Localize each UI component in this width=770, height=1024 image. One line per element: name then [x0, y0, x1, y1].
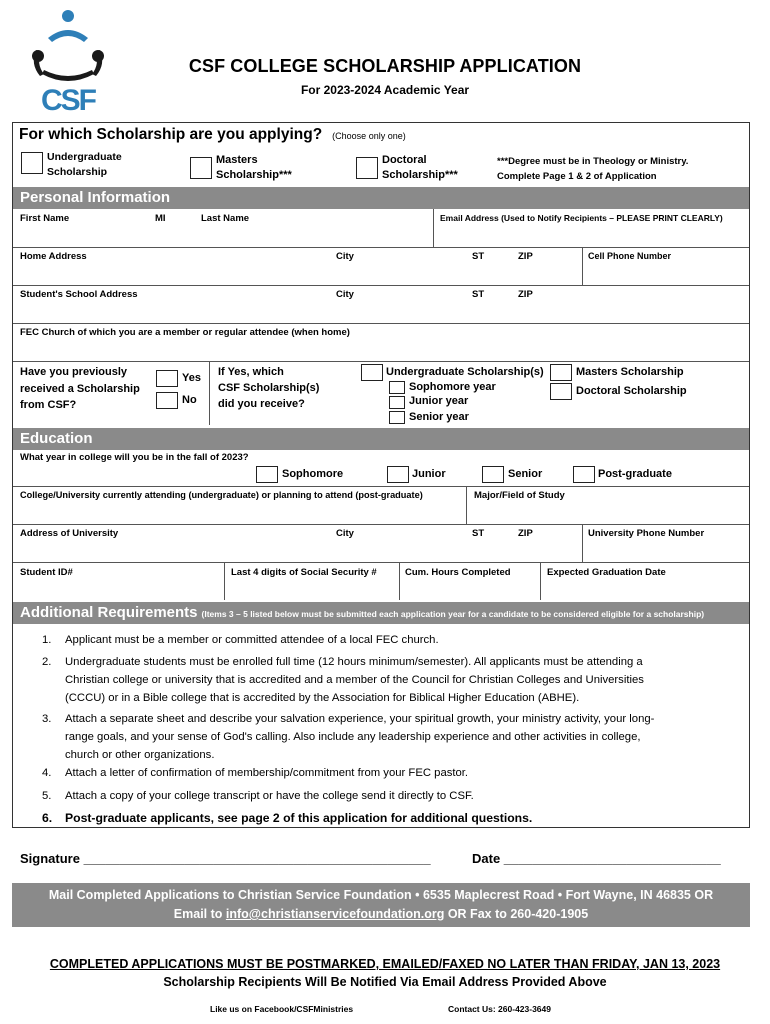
yes-label: Yes — [182, 372, 201, 384]
uni-city-label: City — [336, 528, 354, 539]
sophomore-label: Sophomore — [282, 468, 344, 480]
date-line[interactable]: Date ______________________________ — [472, 851, 721, 866]
no-label: No — [182, 394, 197, 406]
prev-doctoral-label: Doctoral Scholarship — [576, 385, 687, 397]
sophomore-year-checkbox[interactable] — [389, 381, 405, 394]
hours-label: Cum. Hours Completed — [405, 567, 511, 578]
which-scholarship-question: If Yes, which CSF Scholarship(s) did you receive? — [218, 366, 320, 410]
year-question: What year in college will you be in the fall of 2023? — [20, 452, 249, 463]
uni-address-label: Address of University — [20, 528, 119, 539]
home-zip-label: ZIP — [518, 251, 533, 262]
church-label: FEC Church of which you are a member or regular attendee (when home) — [20, 327, 350, 338]
page-subtitle: For 2023-2024 Academic Year — [300, 83, 470, 97]
uni-phone-label: University Phone Number — [588, 528, 705, 539]
email-link[interactable]: info@christianservicefoundation.org — [225, 907, 445, 921]
school-st-label: ST — [472, 289, 485, 300]
college-label: College/University currently attending (undergraduate) or planning to attend (post-graduate) — [20, 490, 423, 500]
scholarship-question: For which Scholarship are you applying? (Choose only one) — [19, 126, 406, 143]
previous-scholarship-question: Have you previously received a Scholarship from CSF? — [20, 366, 140, 411]
mail-address: Mail Completed Applications to Christian Service Foundation • 6535 Maplecrest Road • Fort Wayne, IN 46835 OR — [48, 888, 714, 902]
grad-date-label: Expected Graduation Date — [547, 567, 666, 578]
uni-st-label: ST — [472, 528, 485, 539]
undergraduate-label: Undergraduate Scholarship — [47, 151, 122, 178]
email-label: Email Address (Used to Notify Recipients – PLEASE PRINT CLEARLY) — [440, 213, 723, 223]
prev-masters-label: Masters Scholarship — [576, 366, 684, 378]
cell-phone-label: Cell Phone Number — [588, 251, 672, 261]
page-title: CSF COLLEGE SCHOLARSHIP APPLICATION — [188, 56, 582, 76]
school-address-label: Student's School Address — [20, 289, 138, 300]
masters-label: Masters Scholarship*** — [216, 154, 292, 181]
doctoral-label: Doctoral Scholarship*** — [382, 154, 458, 181]
junior-checkbox[interactable] — [387, 466, 409, 483]
personal-info-heading: Personal Information — [13, 187, 749, 209]
post-graduate-label: Post-graduate — [598, 468, 672, 480]
uni-zip-label: ZIP — [518, 528, 533, 539]
home-address-label: Home Address — [20, 251, 87, 262]
undergraduate-checkbox[interactable] — [21, 152, 43, 174]
requirements-heading: Additional Requirements (Items 3 – 5 listed below must be submitted each application year for a candidate to be considered eligible for a scholarship) — [13, 602, 749, 624]
prev-masters-checkbox[interactable] — [550, 364, 572, 381]
education-heading: Education — [13, 428, 749, 450]
student-id-label: Student ID# — [20, 567, 73, 578]
sophomore-year-label: Sophomore year — [409, 381, 496, 393]
major-label: Major/Field of Study — [474, 490, 565, 501]
prev-doctoral-checkbox[interactable] — [550, 383, 572, 400]
prev-no-checkbox[interactable] — [156, 392, 178, 409]
prev-yes-checkbox[interactable] — [156, 370, 178, 387]
prev-undergrad-label: Undergraduate Scholarship(s) — [386, 366, 544, 378]
signature-line[interactable]: Signature ________________________________________________ — [20, 851, 431, 866]
requirements-note: (Items 3 – 5 listed below must be submitted each application year for a candidate to be considered eligible for a scholarship) — [201, 609, 705, 619]
prev-undergrad-checkbox[interactable] — [361, 364, 383, 381]
school-zip-label: ZIP — [518, 289, 533, 300]
school-city-label: City — [336, 289, 354, 300]
complete-note: Complete Page 1 & 2 of Application — [497, 171, 657, 182]
mail-instructions: Mail Completed Applications to Christian Service Foundation • 6535 Maplecrest Road • Fort Wayne, IN 46835 OR Email to info@christianservicefoundation.org OR Fax to 260-420-1905 — [12, 883, 750, 927]
senior-label: Senior — [508, 468, 543, 480]
senior-year-checkbox[interactable] — [389, 411, 405, 424]
last-name-label: Last Name — [201, 213, 250, 224]
choose-note: (Choose only one) — [332, 131, 406, 141]
doctoral-checkbox[interactable] — [356, 157, 378, 179]
junior-year-label: Junior year — [409, 395, 469, 407]
deadline-notice: COMPLETED APPLICATIONS MUST BE POSTMARKED, EMAILED/FAXED NO LATER THAN FRIDAY, JAN 13, 2023 — [49, 957, 721, 971]
contact-text: Contact Us: 260-423-3649 — [448, 1004, 551, 1014]
home-st-label: ST — [472, 251, 485, 262]
first-name-label: First Name — [20, 213, 70, 224]
degree-note: ***Degree must be in Theology or Ministry. — [497, 156, 689, 167]
logo-text: CSF — [41, 84, 95, 116]
mi-label: MI — [155, 213, 166, 224]
junior-label: Junior — [412, 468, 446, 480]
sophomore-checkbox[interactable] — [256, 466, 278, 483]
ssn-label: Last 4 digits of Social Security # — [231, 567, 377, 578]
junior-year-checkbox[interactable] — [389, 396, 405, 409]
home-city-label: City — [336, 251, 354, 262]
senior-checkbox[interactable] — [482, 466, 504, 483]
masters-checkbox[interactable] — [190, 157, 212, 179]
post-graduate-checkbox[interactable] — [573, 466, 595, 483]
notification-notice: Scholarship Recipients Will Be Notified Via Email Address Provided Above — [163, 975, 607, 989]
senior-year-label: Senior year — [409, 411, 469, 423]
facebook-text: Like us on Facebook/CSFMinistries — [210, 1004, 354, 1014]
